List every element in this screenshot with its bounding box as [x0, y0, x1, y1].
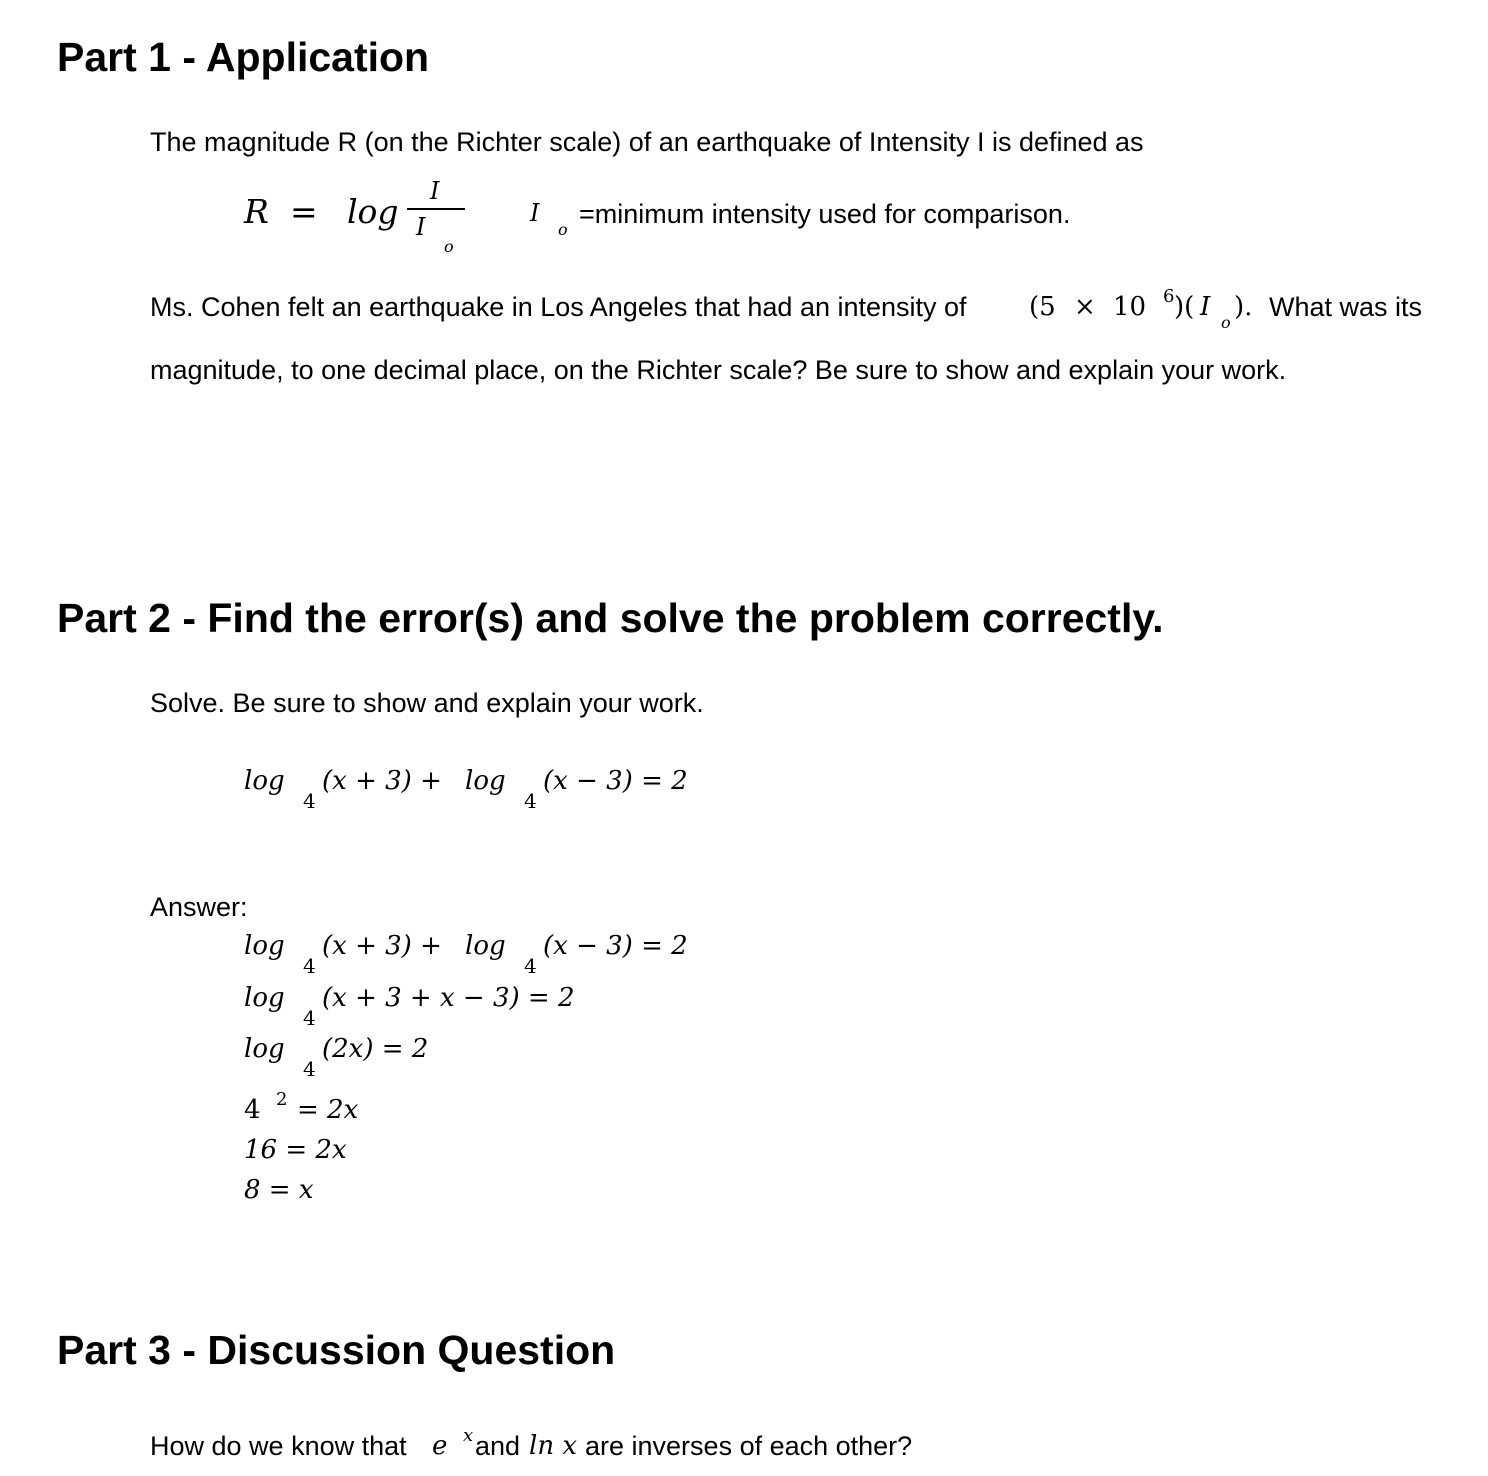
- log-term: log: [244, 1034, 285, 1064]
- answer-label: Answer:: [150, 892, 248, 922]
- formula-log: log: [347, 192, 399, 231]
- intensity-close: )(: [1174, 292, 1195, 322]
- power-rest: = 2x: [297, 1095, 359, 1125]
- log-argument: (x − 3) = 2: [543, 766, 688, 796]
- power-exponent: 2: [276, 1089, 288, 1110]
- fraction-bar: [407, 208, 465, 210]
- answer-step: 8 = x: [244, 1175, 314, 1205]
- log-base: 4: [524, 789, 537, 813]
- io-symbol: I: [530, 199, 540, 227]
- log-base: 4: [303, 789, 316, 813]
- intensity-I: I: [1200, 292, 1211, 322]
- intensity-ten: 10: [1113, 292, 1147, 322]
- e-exponent: x: [463, 1425, 474, 1446]
- part1-intro: The magnitude R (on the Richter scale) of an earthquake of Intensity I is defined as: [150, 127, 1144, 157]
- question-text: Ms. Cohen felt an earthquake in Los Angeles that had an intensity of: [150, 292, 967, 322]
- formula-denominator-sub: o: [444, 237, 454, 256]
- log-base: 4: [303, 1006, 316, 1030]
- io-subscript: o: [558, 220, 568, 239]
- formula-numerator: I: [430, 177, 440, 205]
- question-and: and: [475, 1431, 521, 1461]
- log-term: log: [244, 766, 285, 796]
- question-prefix: How do we know that: [150, 1431, 407, 1461]
- log-term: log: [244, 983, 285, 1013]
- e-symbol: e: [432, 1431, 448, 1461]
- io-definition: =minimum intensity used for comparison.: [579, 199, 1071, 229]
- log-base: 4: [303, 1057, 316, 1081]
- log-argument: (x − 3) = 2: [543, 931, 688, 961]
- part1-heading: Part 1 - Application: [57, 34, 430, 80]
- intensity-times: ×: [1074, 292, 1096, 322]
- log-argument: (2x) = 2: [322, 1034, 429, 1064]
- ln-symbol: ln x: [529, 1431, 577, 1461]
- log-base: 4: [524, 954, 537, 978]
- log-term: log: [465, 931, 506, 961]
- formula-lhs: R: [244, 192, 269, 231]
- part3-heading: Part 3 - Discussion Question: [57, 1327, 616, 1373]
- log-argument: (x + 3 + x − 3) = 2: [322, 983, 575, 1013]
- question-suffix: are inverses of each other?: [585, 1431, 913, 1461]
- intensity-open: (5: [1029, 292, 1056, 322]
- formula-denominator: I: [416, 213, 426, 241]
- log-base: 4: [303, 954, 316, 978]
- question-line-2: magnitude, to one decimal place, on the Richter scale? Be sure to show and explain your work.: [150, 355, 1287, 385]
- intensity-end: ).: [1234, 292, 1253, 322]
- intensity-exponent: 6: [1163, 286, 1175, 307]
- formula-equals: =: [290, 192, 318, 231]
- log-term: log: [465, 766, 506, 796]
- question-tail: What was its: [1269, 292, 1423, 322]
- log-argument: (x + 3) +: [322, 931, 442, 961]
- part2-instruction: Solve. Be sure to show and explain your work.: [150, 688, 704, 718]
- intensity-sub: o: [1221, 313, 1231, 332]
- part2-heading: Part 2 - Find the error(s) and solve the problem correctly.: [57, 595, 1164, 641]
- log-term: log: [244, 931, 285, 961]
- log-argument: (x + 3) +: [322, 766, 442, 796]
- power-base: 4: [244, 1095, 261, 1125]
- answer-step: 16 = 2x: [244, 1135, 347, 1165]
